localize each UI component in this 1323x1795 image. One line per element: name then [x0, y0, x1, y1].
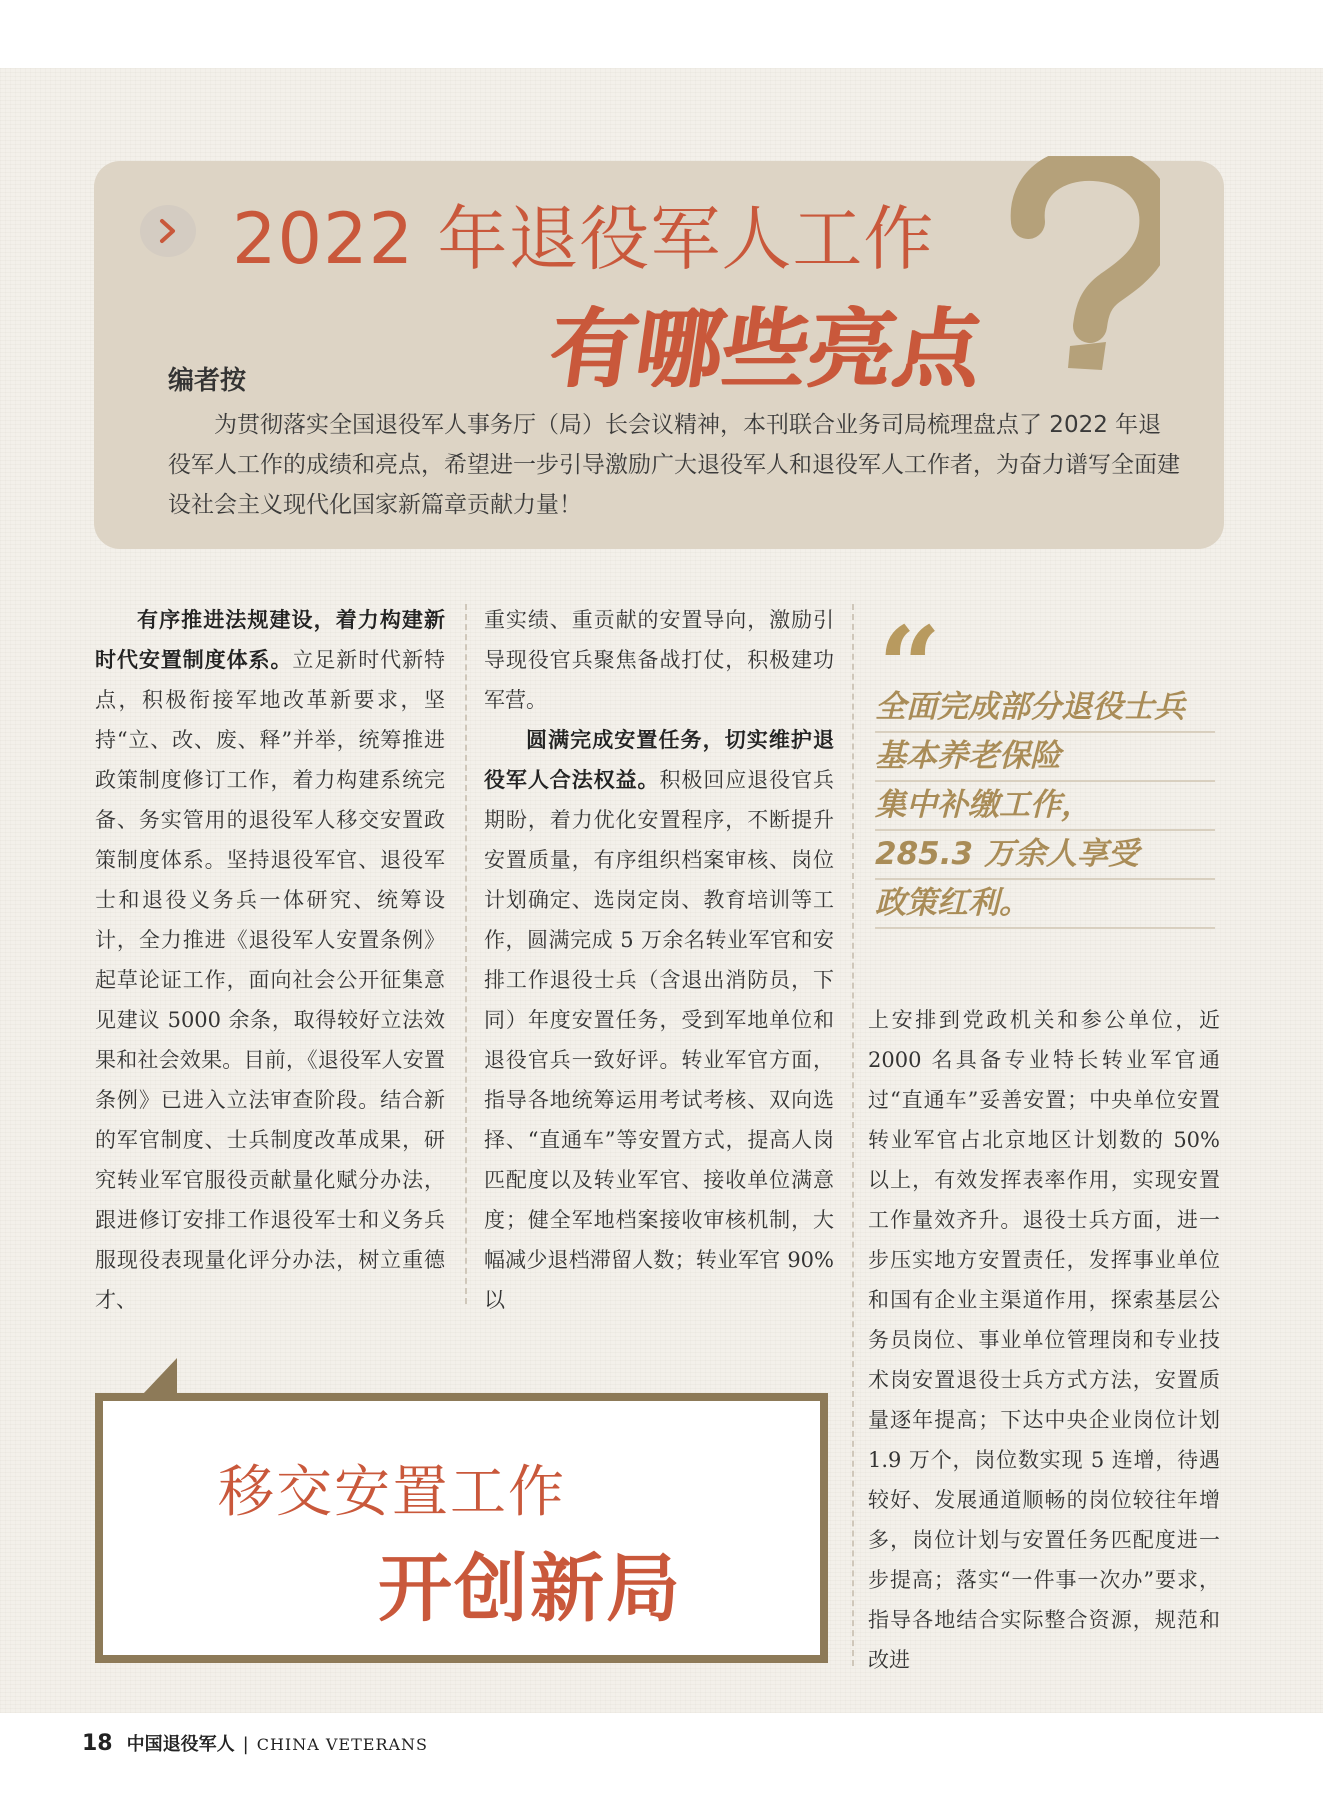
article-column-2 [484, 600, 834, 1320]
article-column-1 [95, 600, 445, 1320]
quote-icon: “ [878, 602, 942, 731]
pull-quote-line: 集中补缴工作， [875, 782, 1215, 831]
column-divider [852, 604, 854, 1666]
pull-quote-line: 全面完成部分退役士兵 [875, 684, 1215, 733]
page-footer [82, 1730, 428, 1756]
page-title-emphasis: 有哪些亮点 [543, 300, 988, 400]
section-title-emphasis: 开创新局 [378, 1546, 682, 1632]
section-lead: 圆满完成安置任务，切实维护退役军人合法权益。 [484, 728, 834, 792]
pull-quote-line: 基本养老保险 [875, 733, 1215, 782]
editor-note-text: 为贯彻落实全国退役军人事务厅（局）长会议精神，本刊联合业务司局梳理盘点了 2022 年退役军人工作的成绩和亮点，希望进一步引导激励广大退役军人和退役军人工作者，为奋力谱写全面建设社会主义现代化国家新篇章贡献力量！ [168, 412, 1180, 518]
chevron-right-icon [140, 205, 196, 257]
pull-quote-line: 政策红利。 [875, 880, 1215, 929]
paragraph-text: 立足新时代新特点，积极衔接军地改革新要求，坚持“立、改、废、释”并举，统筹推进政策制度修订工作，着力构建系统完备、务实管用的退役军人移交安置政策制度体系。坚持退役军官、退役军士和退役义务兵一体研究、统筹设计，全力推进《退役军人安置条例》起草论证工作，面向社会公开征集意见建议 5000 余条，取得较好立法效果和社会效果。目前，《退役军人安置条例》已进入立法审查阶段。结合新的军官制度、士兵制度改革成果，研究转业军官服役贡献量化赋分办法，跟进修订安排工作退役军士和义务兵服现役表现量化评分办法，树立重德才、 [95, 648, 446, 1312]
question-mark-icon [1010, 156, 1160, 376]
section-lead: 有序推进法规建设，着力构建新时代安置制度体系。 [95, 608, 445, 672]
page-number: 18 [82, 1731, 113, 1756]
page-title: 2022 年退役军人工作 [232, 198, 935, 280]
pull-quote [875, 684, 1215, 929]
pull-quote-line: 285.3 万余人享受 [875, 831, 1215, 880]
paragraph-text: 上安排到党政机关和参公单位，近 2000 名具备专业特长转业军官通过“直通车”妥善安置；中央单位安置转业军官占北京地区计划数的 50% 以上，有效发挥表率作用，实现安置工作量效齐升。退役士兵方面，进一步压实地方安置责任，发挥事业单位和国有企业主渠道作用，探索基层公务员岗位、事业单位管理岗和专业技术岗安置退役士兵方式方法，安置质量逐年提高；下达中央企业岗位计划 1.9 万个，岗位数实现 5 连增，待遇较好、发展通道顺畅的岗位较往年增多，岗位计划与安置任务匹配度进一步提高；落实“一件事一次办”要求，指导各地结合实际整合资源，规范和改进 [868, 1008, 1220, 1672]
footer-separator: | [242, 1734, 249, 1755]
section-box-tab [143, 1358, 177, 1394]
paragraph-text: 积极回应退役官兵期盼，着力优化安置程序，不断提升安置质量，有序组织档案审核、岗位计划确定、选岗定岗、教育培训等工作，圆满完成 5 万余名转业军官和安排工作退役士兵（含退出消防员，下同）年度安置任务，受到军地单位和退役官兵一致好评。转业军官方面，指导各地统筹运用考试考核、双向选择、“直通车”等安置方式，提高人岗匹配度以及转业军官、接收单位满意度；健全军地档案接收审核机制，大幅减少退档滞留人数；转业军官 90% 以 [484, 768, 835, 1312]
paragraph-text: 重实绩、重贡献的安置导向，激励引导现役官兵聚焦备战打仗，积极建功军营。 [484, 608, 834, 712]
article-column-3 [868, 1000, 1220, 1680]
magazine-name-en: CHINA VETERANS [256, 1735, 429, 1754]
column-divider [465, 604, 467, 1304]
section-title: 移交安置工作 [218, 1460, 566, 1525]
editor-note-label: 编者按 [168, 366, 247, 396]
magazine-name: 中国退役军人 [126, 1734, 235, 1755]
